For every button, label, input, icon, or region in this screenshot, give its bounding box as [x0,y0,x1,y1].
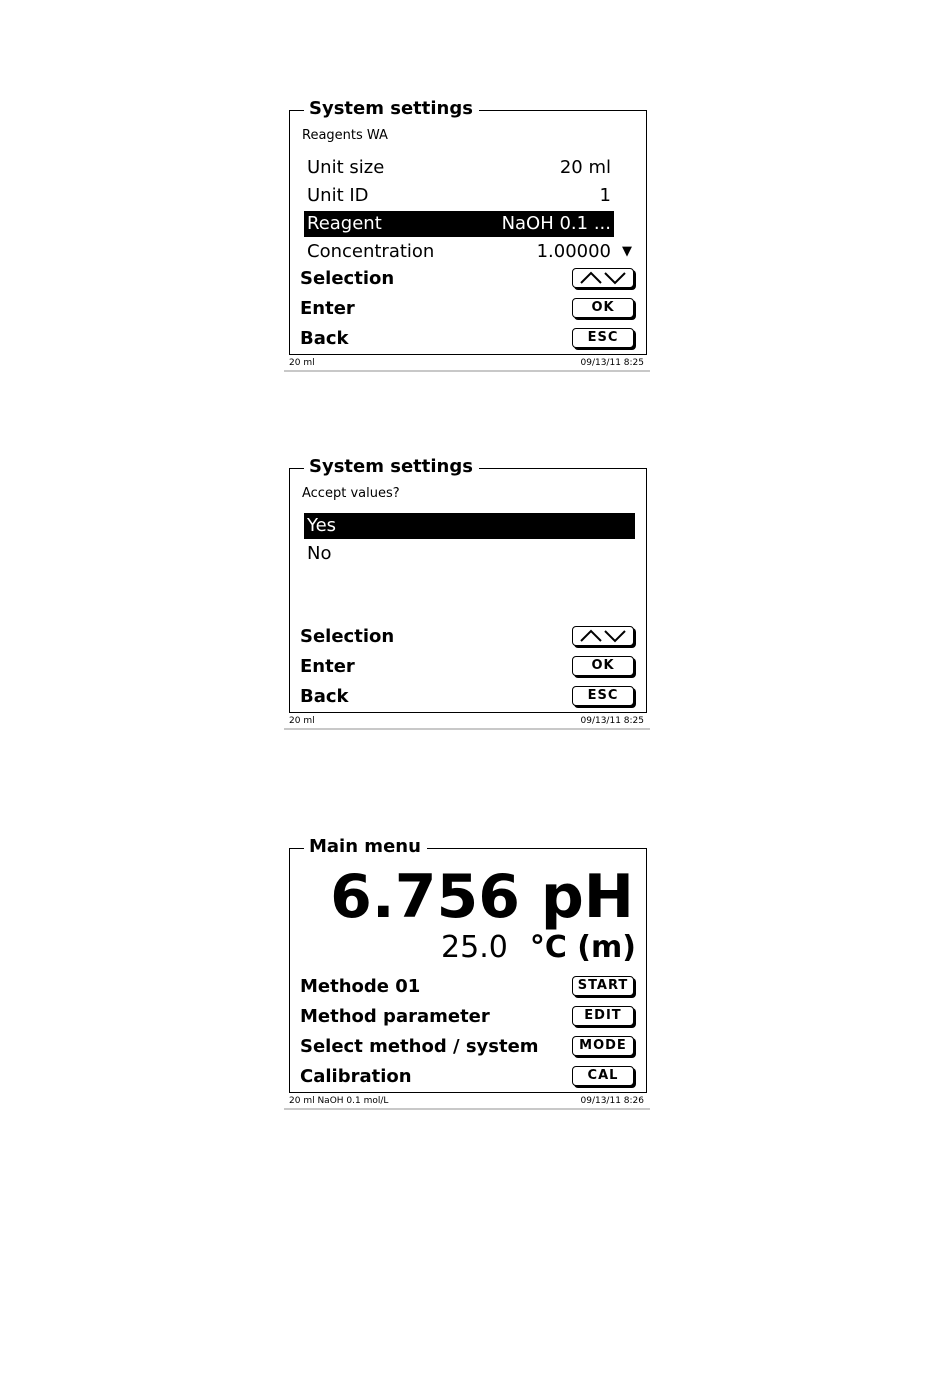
option-label: No [307,543,332,564]
ok-button[interactable]: OK [572,656,634,676]
key-label: Selection [300,268,395,289]
screen-title: Main menu [304,836,427,858]
setting-label: Reagent [307,213,382,234]
mode-button[interactable]: MODE [572,1036,634,1056]
key-label: Enter [300,656,355,677]
menu-row-select-method [300,1033,636,1061]
status-unit: 20 ml [289,716,315,726]
status-bar [284,1094,650,1110]
setting-row-concentration[interactable] [304,239,632,265]
status-datetime: 09/13/11 8:25 [580,716,644,726]
esc-button[interactable]: ESC [572,686,634,706]
status-reagent: 20 ml NaOH 0.1 mol/L [289,1096,389,1106]
key-row-selection [300,265,636,293]
screen-subtitle: Accept values? [302,486,400,501]
esc-button[interactable]: ESC [572,328,634,348]
option-label: Yes [307,515,337,536]
edit-button[interactable]: EDIT [572,1006,634,1026]
menu-label: Methode 01 [300,976,421,997]
status-unit: 20 ml [289,358,315,368]
up-down-arrows-icon [573,627,633,645]
menu-label: Method parameter [300,1006,490,1027]
scroll-down-icon: ▼ [622,244,632,259]
status-bar [284,356,650,372]
screen-title: System settings [304,456,479,478]
up-down-arrows-button[interactable] [572,626,634,646]
menu-row-method [300,973,636,1001]
key-row-back [300,325,636,353]
temperature-readout [441,931,636,965]
menu-label: Select method / system [300,1036,539,1057]
setting-value: 20 ml [559,157,611,178]
option-yes[interactable] [304,513,635,539]
up-down-arrows-icon [573,269,633,287]
temperature-value: 25.0 [441,930,508,965]
status-datetime: 09/13/11 8:25 [580,358,644,368]
setting-row-unit-size[interactable] [304,155,614,181]
cal-button[interactable]: CAL [572,1066,634,1086]
setting-label: Concentration [307,241,435,262]
option-no[interactable] [304,541,635,567]
setting-value: 1.00000 [536,241,611,262]
setting-value: NaOH 0.1 ... [501,213,611,234]
key-label: Enter [300,298,355,319]
setting-row-unit-id[interactable] [304,183,614,209]
status-bar [284,714,650,730]
key-row-selection [300,623,636,651]
setting-row-reagent[interactable] [304,211,614,237]
display-frame [289,456,647,713]
screen-title: System settings [304,98,479,120]
up-down-arrows-button[interactable] [572,268,634,288]
key-label: Back [300,686,349,707]
key-row-enter [300,653,636,681]
menu-label: Calibration [300,1066,412,1087]
display-frame [289,98,647,355]
setting-label: Unit ID [307,185,369,206]
ok-button[interactable]: OK [572,298,634,318]
menu-row-method-parameter [300,1003,636,1031]
display-frame [289,836,647,1093]
status-datetime: 09/13/11 8:26 [580,1096,644,1106]
setting-value: 1 [599,185,611,206]
key-row-back [300,683,636,711]
key-label: Selection [300,626,395,647]
key-row-enter [300,295,636,323]
key-label: Back [300,328,349,349]
screen-subtitle: Reagents WA [302,128,388,143]
menu-row-calibration [300,1063,636,1091]
ph-measurement: 6.756 pH [330,862,634,932]
temperature-unit: °C (m) [529,930,636,965]
start-button[interactable]: START [572,976,634,996]
setting-label: Unit size [307,157,385,178]
